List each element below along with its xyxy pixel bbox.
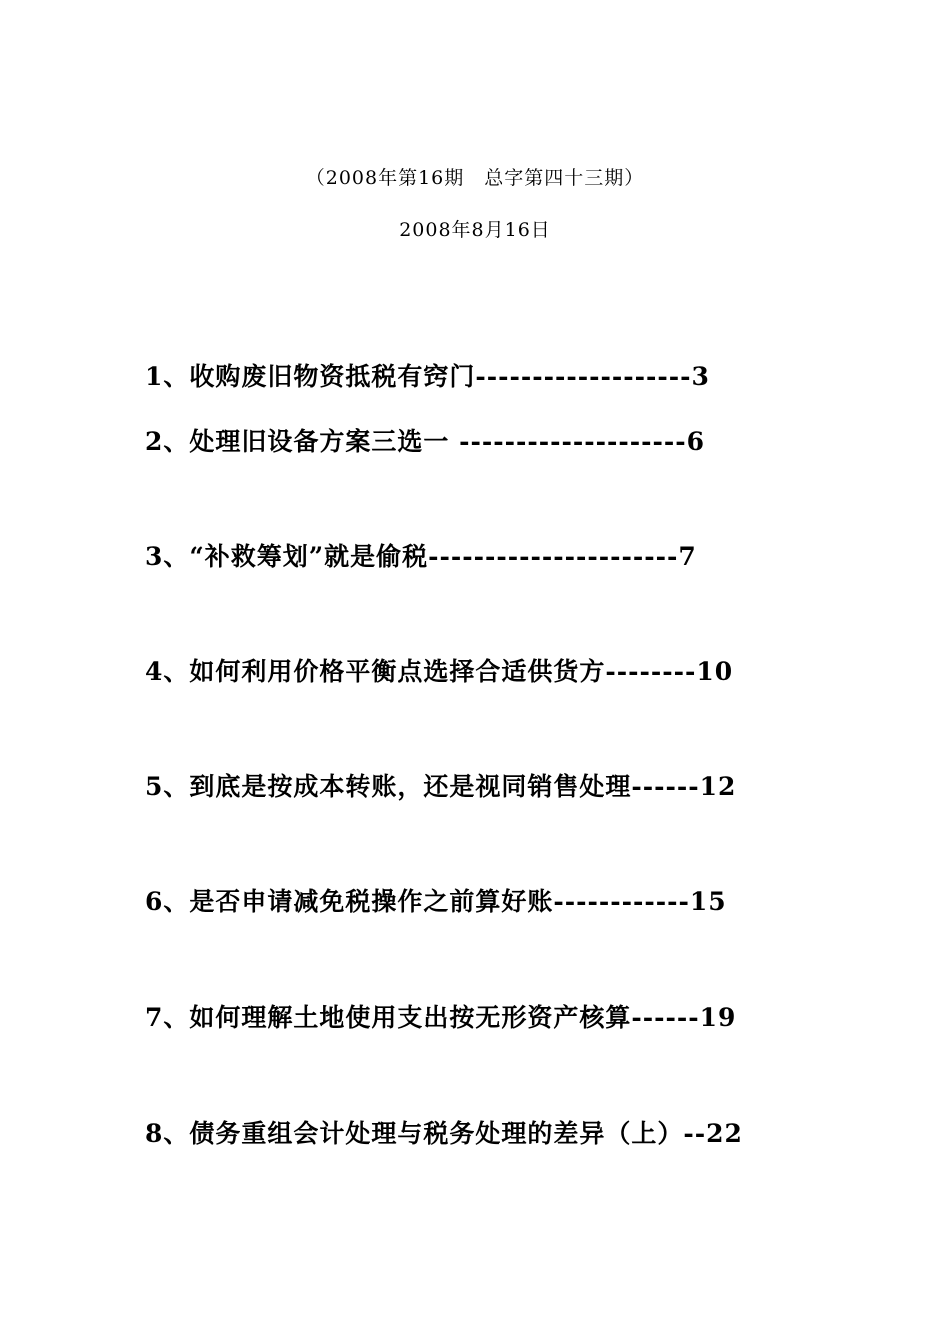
toc-item-5 <box>145 769 736 805</box>
toc-item-text: 3、“补救筹划”就是偷税----------------------7 <box>145 542 697 571</box>
toc-item-text: 4、如何利用价格平衡点选择合适供货方--------10 <box>145 657 734 686</box>
toc-item-text: 6、是否申请减免税操作之前算好账------------15 <box>145 887 727 916</box>
toc-item-7 <box>145 1000 736 1036</box>
toc-item-text: 1、收购废旧物资抵税有窍门-------------------3 <box>145 362 710 391</box>
toc-item-2 <box>145 424 705 460</box>
issue-number-line: （2008年第16期 总字第四十三期） <box>305 167 645 189</box>
toc-item-3 <box>145 539 697 575</box>
toc-item-text: 7、如何理解土地使用支出按无形资产核算------19 <box>145 1003 737 1032</box>
toc-item-8 <box>145 1116 743 1152</box>
toc-item-6 <box>145 884 727 920</box>
toc-item-text: 8、债务重组会计处理与税务处理的差异（上）--22 <box>145 1119 743 1148</box>
toc-item-text: 5、到底是按成本转账，还是视同销售处理------12 <box>145 772 737 801</box>
toc-item-text: 2、处理旧设备方案三选一 --------------------6 <box>145 427 706 456</box>
toc-item-1 <box>145 359 710 395</box>
toc-item-4 <box>145 654 733 690</box>
issue-date-line: 2008年8月16日 <box>399 219 551 241</box>
